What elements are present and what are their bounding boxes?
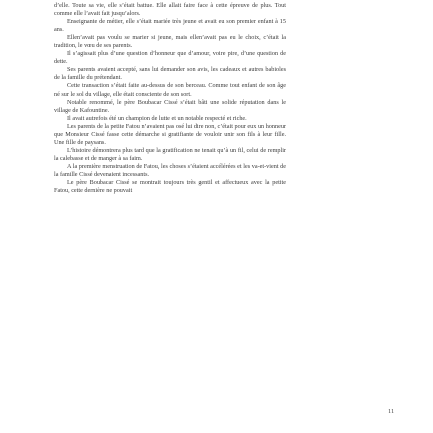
paragraph-2: Enseignante de métier, elle s’était mariée très jeune et avait eu son premier enfant à 15 ans.: [54, 18, 286, 34]
text-column: [54, 2, 286, 195]
paragraph-10: L’histoire démontrera plus tard que la gratification ne tenait qu’à un fil, celui de remplir la calebasse et de manger à sa faim.: [54, 146, 286, 162]
paragraph-1: d’elle. Toute sa vie, elle s’était battue. Elle allait faire face à cette épreuve de plus. Tout comme elle l’avait fait jusqu’alors.: [54, 2, 286, 18]
paragraph-7: Notable renommé, le père Boubacar Cissé s’était bâti une solide réputation dans le village de Kafountine.: [54, 98, 286, 114]
paragraph-5: Ses parents avaient accepté, sans lui demander son avis, les cadeaux et autres babioles de la famille du prétendant.: [54, 66, 286, 82]
paragraph-8: Il avait autrefois été un champion de lutte et un notable respecté et riche.: [67, 114, 247, 122]
page-number: 11: [388, 408, 395, 415]
paragraph-3: Ellen’avait pas voulu se marier si jeune, mais ellen’avait pas eu le choix, c’était la tradition, le vœu de ses parents.: [54, 34, 286, 50]
paragraph-6: Cette transaction s’était faite au-dessus de son berceau. Comme tout enfant de son âge né sur le sol du village, elle était consciente de son sort.: [54, 82, 286, 98]
paragraph-11: A la première menstruation de Fatou, les choses s’étaient accélérées et les va-et-vient de la famille Cissé devenaient incessants.: [54, 162, 286, 178]
paragraph-9: Les parents de la petite Fatou n’avaient pas osé lui dire non, c’était pour eux un honneur que Monsieur Cissé fasse cette démarche si gratifiante de vouloir unir son fils à leur fille. Une fille de paysans.: [54, 122, 286, 146]
paragraph-4: Il s’agissait plus d’une question d’honneur que d’amour, voire pire, d’une question de dette.: [54, 50, 286, 66]
paragraph-12: Le père Boubacar Cissé se montrait toujours très gentil et affectueux avec la petite Fatou, cette dernière ne pouvait: [54, 179, 286, 195]
